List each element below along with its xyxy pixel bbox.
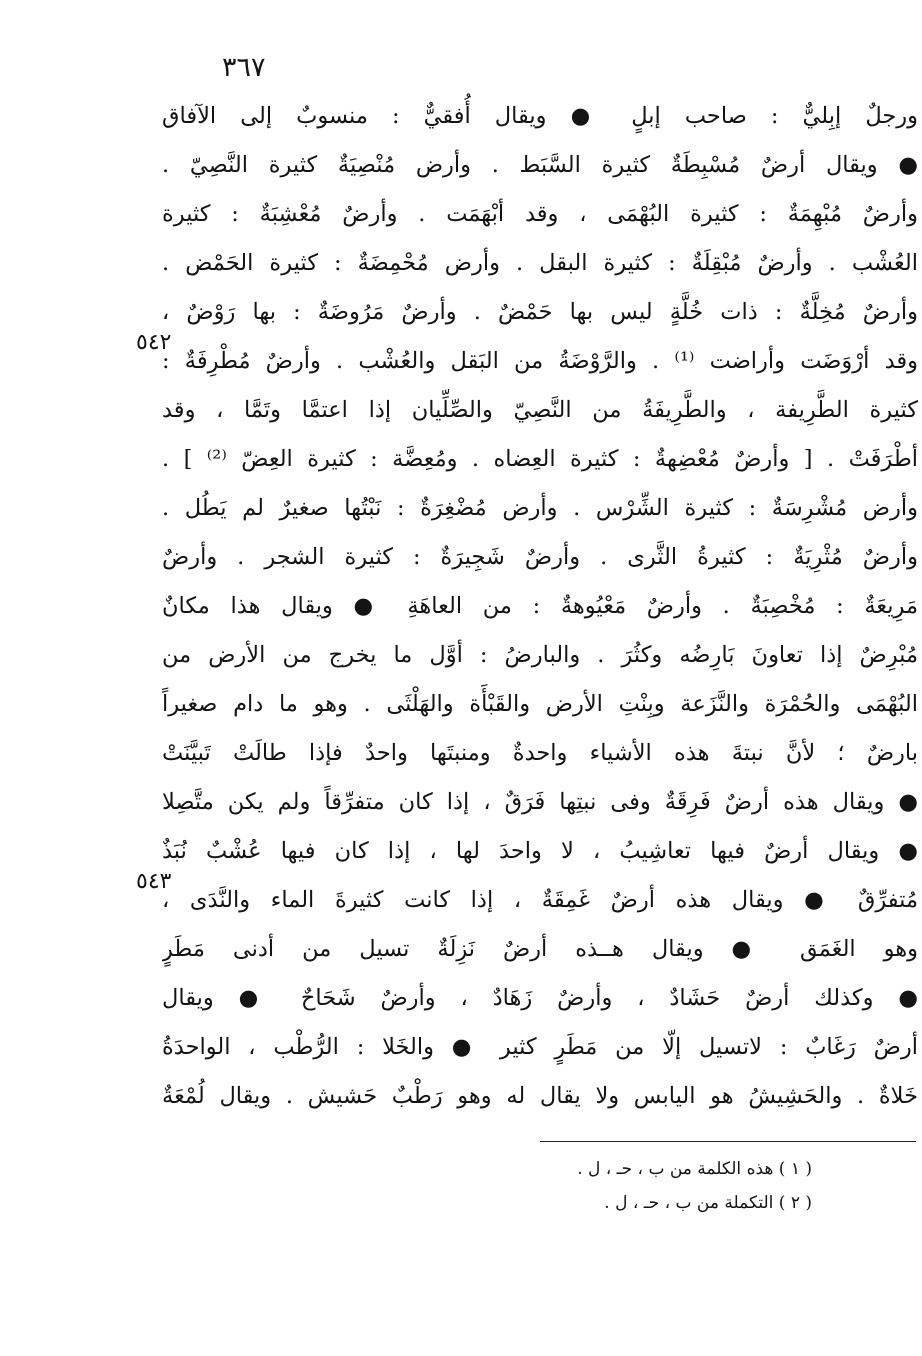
margin-section-number: ٥٤٢ [136, 330, 172, 355]
text-line: ● ويقال هذه أرضٌ فَرِقَةٌ وفى نبتِها فَرَقٌ ، إذا كان متفرِّقاً ولم يكن متَّصِلا [162, 789, 918, 815]
text-line: العُشْب . وأرضٌ مُبْقِلَةٌ : كثيرة البقل . وأرض مُحْمِضَةٌ : كثيرة الحَمْض . [162, 250, 918, 276]
footnote: ( ١ ) هذه الكلمة من ب ، حـ ، ل . [577, 1159, 812, 1179]
text-line: ● ويقال أرضٌ فيها تعاشِيبُ ، لا واحدَ لها ، إذا كان فيها عُشْبٌ نُبَذٌ [162, 838, 918, 864]
text-line: وأرضٌ مُخِلَّةٌ : ذات خُلَّةٍ ليس بها حَمْضٌ . وأرضٌ مَرُوضَةٌ : بها رَوْضٌ ، [162, 299, 918, 325]
text-line: وأرضٌ مُثْرِيَةٌ : كثيرةُ الثَّرى . وأرضٌ شَجِيرَةٌ : كثيرة الشجر . وأرضٌ [162, 544, 918, 570]
text-line: وأرضٌ مُبْهِمَةٌ : كثيرة البُهْمَى ، وقد أبْهَمَت . وأرضٌ مُعْشِبَةٌ : كثيرة [162, 201, 918, 227]
text-line: مُبْرِضٌ إذا تعاونَ بَارِضُه وكثُرَ . والبارضُ : أوَّل ما يخرج من الأرض من [162, 642, 918, 668]
text-line: وهو الغَمَق ● ويقال هــذه أرضٌ نَزِلَةٌ تسيل من أدنى مَطَرٍ [162, 936, 918, 962]
footnotes [412, 1152, 812, 1220]
text-line: وأرض مُشْرِسَةٌ : كثيرة الشِّرْس . وأرض مُضْغِرَةٌ : نَبْتُها صغيرٌ لم يَطُل . [162, 495, 918, 521]
text-line: مُتفرِّقٌ ● ويقال هذه أرضٌ غَمِقَةٌ ، إذا كانت كثيرةَ الماء والنَّدَى ، [162, 887, 918, 913]
text-line: ورجلٌ إبِليٌّ : صاحب إبلٍ ● ويقال أُفقيٌّ : منسوبٌ إلى الآفاق [162, 103, 918, 129]
text-line: ● ويقال أرضٌ مُسْبِطَةٌ كثيرة السَّبَط . وأرض مُنْصِيَةٌ كثيرة النَّصِيّ . [162, 152, 918, 178]
footnote-divider [540, 1141, 916, 1142]
text-line: البُهْمَى والحُمْرَة والنَّزَعة وبِنْتِ الأرض والقَبْأَة والهَلْثَى . وهو ما دام صغيراً [162, 691, 918, 717]
text-line: أرضٌ رَغَابٌ : لاتسيل إلّا من مَطَرٍ كثير ● والخَلا : الرُّطْب ، الواحدَةُ [162, 1034, 918, 1060]
text-line: كثيرة الطَّرِيفة ، والطَّرِيفَةُ من النَّصِيّ والصِّلِّيان إذا اعتمَّا وتَمَّا ، وقد [162, 397, 918, 423]
page-number: ٣٦٧ [222, 52, 266, 83]
margin-section-number: ٥٤٣ [136, 869, 172, 894]
text-line: مَرِيعَةٌ : مُخْصِبَةٌ . وأرضٌ مَعْيُوهةٌ : من العاهَةِ ● ويقال هذا مكانٌ [162, 593, 918, 619]
text-line: أطْرَفَتْ . [ وأرضٌ مُعْضِهةٌ : كثيرة العِضاه . ومُعِضَّة : كثيرة العِضّ ⁽²⁾ ] . [162, 446, 918, 472]
text-line: خَلاةٌ . والحَشِيشُ هو اليابس ولا يقال له وهو رَطْبٌ حَشيش . ويقال لُمْعَةٌ [162, 1083, 918, 1109]
text-line: وقد أرْوَضَت وأراضت ⁽¹⁾ . والرَّوْضَةُ من البَقل والعُشْب . وأرضٌ مُطْرِفَةٌ : [162, 348, 918, 374]
text-line: بارضٌ ؛ لأنَّ نبتةَ هذه الأشياء واحدةٌ ومنبتَها واحدٌ فإذا طالَتْ تَبيَّنَتْ [162, 740, 918, 766]
footnote: ( ٢ ) التكملة من ب ، حـ ، ل . [604, 1193, 812, 1213]
text-line: ● وكذلك أرضٌ حَشَادٌ ، وأرضٌ زَهَادٌ ، وأرضٌ شَحَاحٌ ● ويقال [162, 985, 918, 1011]
main-text [162, 92, 918, 1121]
